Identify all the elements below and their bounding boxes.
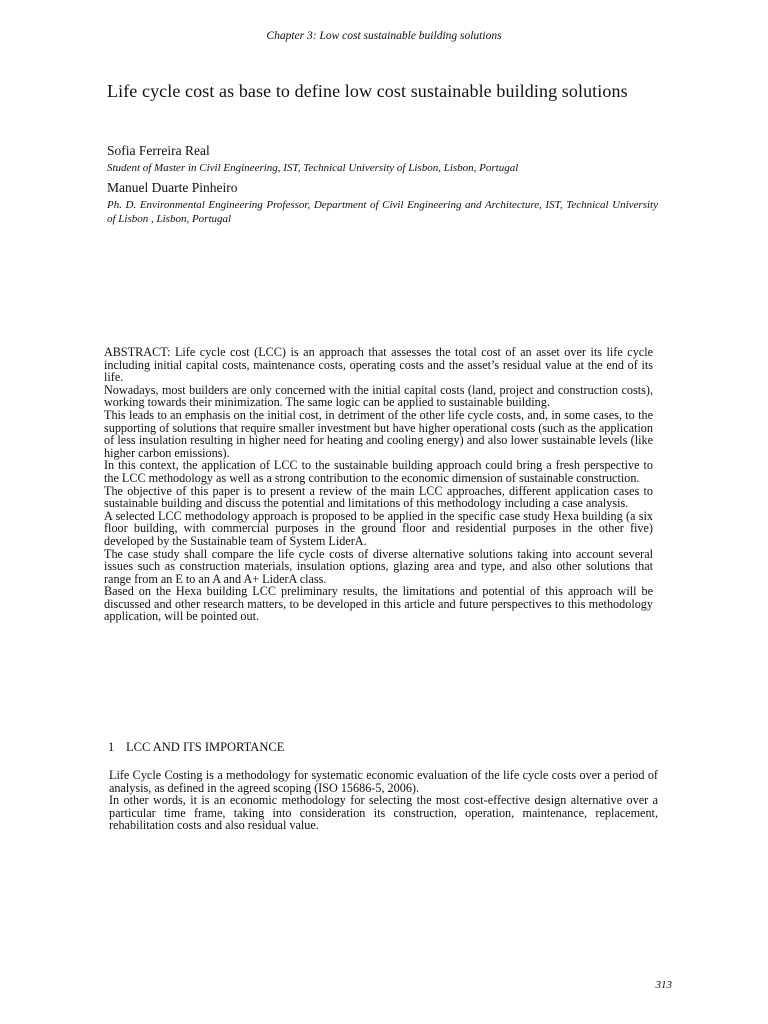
- abstract-paragraph: This leads to an emphasis on the initial cost, in detriment of the other life cycle costs, and, in some cases, to the supporting of solutions that require smaller investment but have higher operational costs (such as the application of less insulation resulting in higher need for heating and cooling energy) and also lower sustainable levels (like higher carbon emissions).: [104, 407, 653, 460]
- author-affiliation: Ph. D. Environmental Engineering Professor, Department of Civil Engineering and Architecture, IST, Technical University of Lisbon , Lisbon, Portugal: [107, 199, 658, 225]
- author-block: [107, 180, 658, 226]
- section-title: LCC AND ITS IMPORTANCE: [126, 740, 285, 754]
- author-name: Manuel Duarte Pinheiro: [107, 180, 238, 195]
- section-heading: [108, 740, 657, 755]
- page-number: 313: [655, 979, 672, 991]
- abstract-paragraph: A selected LCC methodology approach is proposed to be applied in the specific case study Hexa building (a six floor building, with commercial purposes in the ground floor and residential purposes in the other five) developed by the Sustainable team of System LiderA.: [104, 508, 653, 548]
- abstract-paragraph: In this context, the application of LCC to the sustainable building approach could bring a fresh perspective to the LCC methodology as well as a strong contribution to the economic dimension of sustainable construction.: [104, 458, 653, 485]
- section-body: [109, 769, 658, 832]
- abstract: [104, 346, 653, 623]
- section-number: 1: [108, 740, 115, 754]
- author-affiliation: Student of Master in Civil Engineering, IST, Technical University of Lisbon, Lisbon, Portugal: [107, 162, 519, 174]
- body-paragraph: In other words, it is an economic methodology for selecting the most cost-effective design alternative over a particular time frame, taking into consideration its construction, operation, maintenance, replacement, rehabilitation costs and also residual value.: [109, 793, 658, 833]
- abstract-paragraph: The objective of this paper is to present a review of the main LCC approaches, different application cases to sustainable building and discuss the potential and limitations of this methodology including a case analysis.: [104, 483, 653, 511]
- abstract-paragraph: Nowadays, most builders are only concerned with the initial capital costs (land, project and construction costs), working towards their minimization. The same logic can be applied to sustainable building.: [104, 382, 653, 410]
- abstract-paragraph: ABSTRACT: Life cycle cost (LCC) is an approach that assesses the total cost of an asset over its life cycle including initial capital costs, maintenance costs, operating costs and the asset’s residual value at the end of its life.: [104, 345, 653, 385]
- abstract-paragraph: Based on the Hexa building LCC preliminary results, the limitations and potential of this approach will be discussed and other research matters, to be developed in this article and future perspectives to this methodology application, will be pointed out.: [104, 584, 653, 624]
- author-block: [107, 143, 658, 175]
- paper-title: Life cycle cost as base to define low cost sustainable building solutions: [107, 81, 628, 101]
- running-head: Chapter 3: Low cost sustainable building solutions: [266, 30, 502, 42]
- author-name: Sofia Ferreira Real: [107, 143, 210, 158]
- body-paragraph: Life Cycle Costing is a methodology for systematic economic evaluation of the life cycle costs over a period of analysis, as defined in the agreed scoping (ISO 15686-5, 2006).: [109, 768, 658, 795]
- abstract-paragraph: The case study shall compare the life cycle costs of diverse alternative solutions taking into account several issues such as construction materials, insulation options, glazing area and type, and also other solutions that range from an E to an A and A+ LiderA class.: [104, 546, 653, 586]
